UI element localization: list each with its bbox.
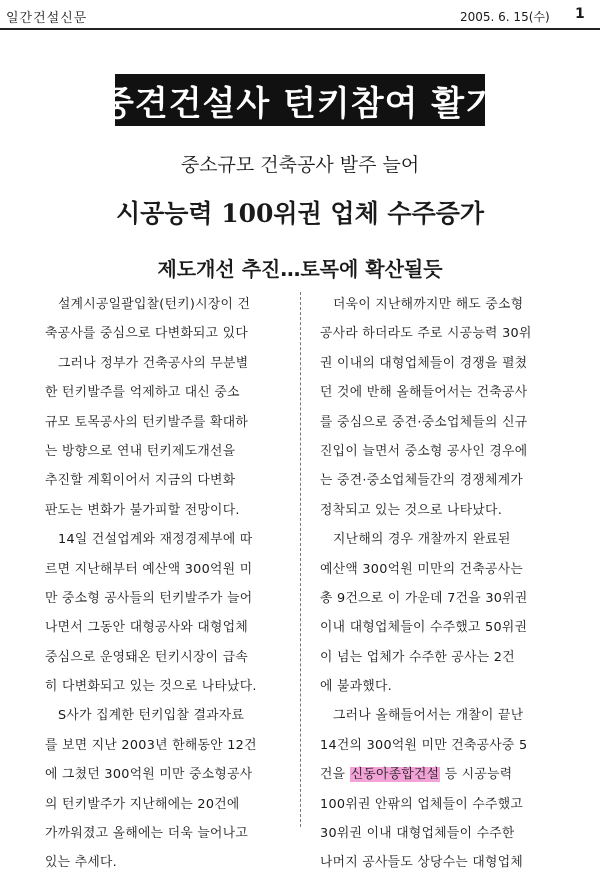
- text-line: 추진할 계획이어서 지금의 다변화: [45, 473, 236, 489]
- text-line: 나머지 공사들도 상당수는 대형업체: [320, 855, 524, 871]
- headline: 중견건설사 턴키참여 활기: [115, 74, 485, 126]
- text-line: 그러나 정부가 건축공사의 무분별: [58, 355, 249, 371]
- text-line: 14일 건설업계와 재정경제부에 따: [58, 532, 253, 548]
- text-line: 를 보면 지난 2003년 한해동안 12건: [45, 737, 257, 753]
- page-number: 1: [575, 6, 585, 22]
- text-line: 만 중소형 공사들의 턴키발주가 늘어: [45, 590, 253, 606]
- subheadline-3: 제도개선 추진…토목에 확산될듯: [157, 257, 443, 281]
- subheadline-1: 중소규모 건축공사 발주 늘어: [180, 154, 420, 176]
- newspaper-name: 일간건설신문: [6, 11, 88, 26]
- text-line: 권 이내의 대형업체들이 경쟁을 펼쳤: [320, 355, 528, 371]
- issue-date: 2005. 6. 15(수): [460, 10, 550, 24]
- text-line: 진입이 늘면서 중소형 공사인 경우에: [320, 443, 528, 459]
- text-fragment: 건을: [320, 767, 350, 783]
- column-divider: [300, 292, 301, 827]
- text-line: 규모 토목공사의 턴키발주를 확대하: [45, 414, 249, 430]
- text-line: 히 다변화되고 있는 것으로 나타났다.: [45, 679, 257, 695]
- text-line: 이내 대형업체들이 수주했고 50위권: [320, 620, 528, 636]
- text-line: 는 방향으로 연내 턴키제도개선을: [45, 443, 236, 459]
- text-line: 축공사를 중심으로 다변화되고 있다: [45, 326, 249, 342]
- text-line: 있는 추세다.: [45, 855, 118, 871]
- text-line: 100위권 안팎의 업체들이 수주했고: [320, 796, 524, 812]
- text-line: 그러나 올해들어서는 개찰이 끝난: [333, 708, 524, 724]
- text-line: 공사라 하더라도 주로 시공능력 30위: [320, 326, 532, 342]
- text-line: 예산액 300억원 미만의 건축공사는: [320, 561, 524, 577]
- highlighted-company-name: 신동아종합건설: [350, 767, 440, 783]
- text-line: 지난해의 경우 개찰까지 완료된: [333, 532, 511, 548]
- text-line: 한 턴키발주를 억제하고 대신 중소: [45, 385, 240, 401]
- text-line: 14건의 300억원 미만 건축공사중 5: [320, 737, 528, 753]
- text-line: 30위권 이내 대형업체들이 수주한: [320, 826, 515, 842]
- left-column: [45, 290, 300, 878]
- text-line: 를 중심으로 중견·중소업체들의 신규: [320, 414, 528, 430]
- text-line: 에 불과했다.: [320, 679, 393, 695]
- text-fragment: 등 시공능력: [440, 767, 513, 783]
- text-line: 던 것에 반해 올해들어서는 건축공사: [320, 385, 528, 401]
- text-line: [320, 760, 575, 789]
- text-line: 가까워졌고 올해에는 더욱 늘어나고: [45, 826, 249, 842]
- text-line: 총 9건으로 이 가운데 7건을 30위권: [320, 590, 528, 606]
- subheadline-2: 시공능력 100위권 업체 수주증가: [115, 199, 485, 228]
- masthead-rule: [0, 28, 600, 30]
- text-line: S사가 집계한 턴키입찰 결과자료: [58, 708, 245, 724]
- text-line: 의 턴키발주가 지난해에는 20건에: [45, 796, 240, 812]
- text-line: 는 중견·중소업체들간의 경쟁체계가: [320, 473, 524, 489]
- text-line: 판도는 변화가 불가피할 전망이다.: [45, 502, 240, 518]
- right-column: [320, 290, 575, 878]
- text-line: 정착되고 있는 것으로 나타났다.: [320, 502, 503, 518]
- text-line: 르면 지난해부터 예산액 300억원 미: [45, 561, 253, 577]
- text-line: 이 넘는 업체가 수주한 공사는 2건: [320, 649, 515, 665]
- text-line: 중심으로 운영돼온 턴키시장이 급속: [45, 649, 249, 665]
- text-line: 더욱이 지난해까지만 해도 중소형: [333, 297, 524, 312]
- text-line: 에 그쳤던 300억원 미만 중소형공사: [45, 767, 253, 783]
- text-line: 나면서 그동안 대형공사와 대형업체: [45, 620, 249, 636]
- text-line: 설계시공일괄입찰(턴키)시장이 건: [58, 297, 251, 312]
- masthead: [0, 0, 600, 32]
